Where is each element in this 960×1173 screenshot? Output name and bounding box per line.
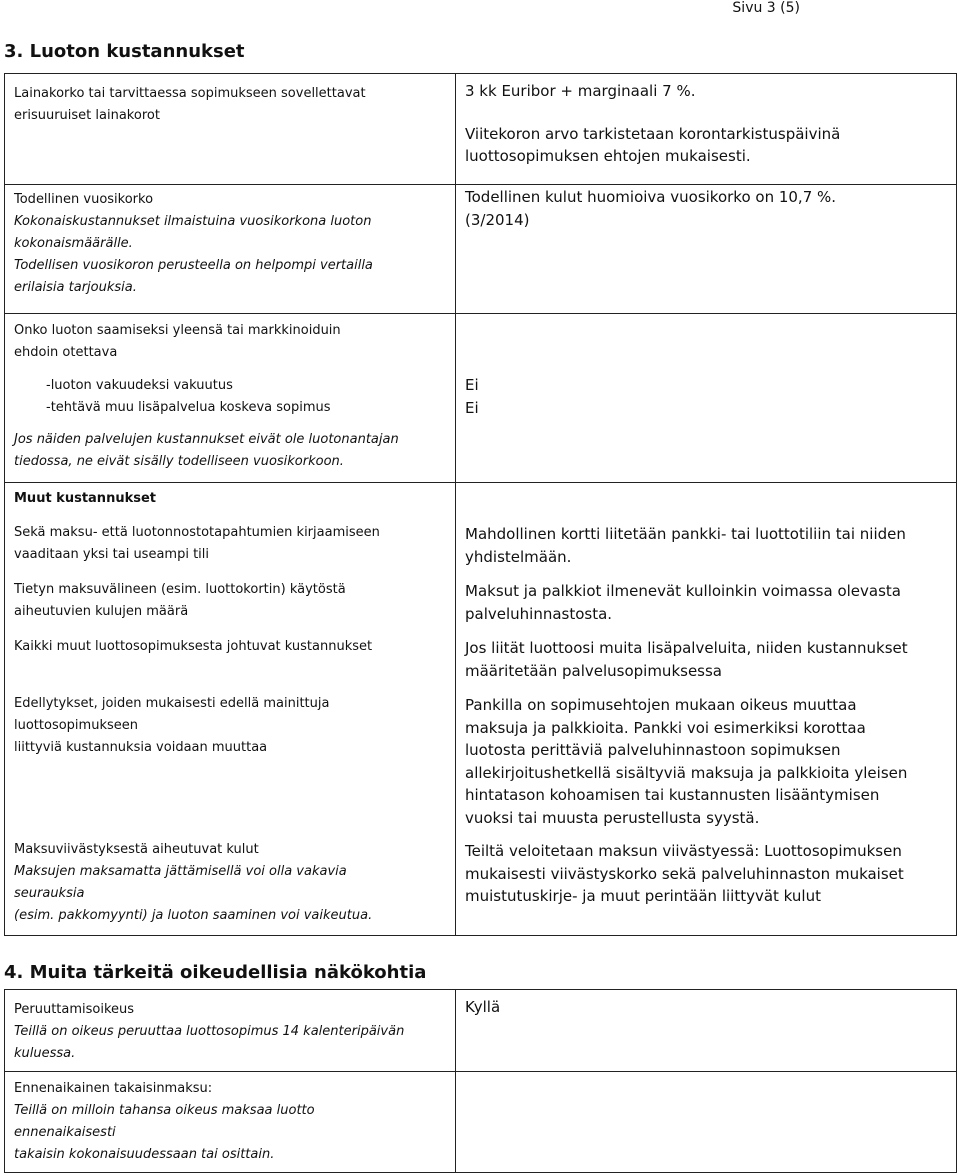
early-repayment-description: takaisin kokonaisuudessaan tai osittain. [14, 1147, 275, 1162]
other-cost-value: määritetään palvelusopimuksessa [465, 661, 722, 680]
early-repayment-description: Teillä on milloin tahansa oikeus maksaa luotto [14, 1103, 315, 1118]
other-costs-cell [5, 483, 456, 936]
other-cost-label: liittyviä kustannuksia voidaan muuttaa [14, 740, 268, 755]
mandatory-services-label: ehdoin otettava [14, 345, 118, 360]
mandatory-services-note: tiedossa, ne eivät sisälly todelliseen vuosikorkoon. [14, 454, 344, 469]
borrowing-rate-label-cell [5, 74, 456, 185]
loan-costs-table [4, 73, 957, 936]
other-cost-label: Tietyn maksuvälineen (esim. luottokortin) käytöstä [14, 582, 346, 597]
other-cost-value: allekirjoitushetkellä sisältyviä maksuja ja palkkioita yleisen [465, 763, 908, 782]
borrowing-rate-note: Viitekoron arvo tarkistetaan korontarkistuspäivinä [465, 124, 841, 143]
insurance-item: -luoton vakuudeksi vakuutus [46, 378, 233, 393]
page-number: Sivu 3 (5) [732, 0, 800, 16]
late-payment-description: Maksujen maksamatta jättämisellä voi olla vakavia [14, 864, 347, 879]
apr-value-date: (3/2014) [465, 210, 530, 229]
withdrawal-right-description: Teillä on oikeus peruuttaa luottosopimus 14 kalenteripäivän [14, 1024, 405, 1039]
withdrawal-right-value-cell [456, 990, 957, 1072]
borrowing-rate-note: luottosopimuksen ehtojen mukaisesti. [465, 147, 751, 165]
withdrawal-right-cell [5, 990, 456, 1072]
section-3-heading: 3. Luoton kustannukset [4, 41, 245, 62]
other-cost-label: luottosopimukseen [14, 718, 138, 733]
table-row [5, 1072, 957, 1173]
other-cost-value: Pankilla on sopimusehtojen mukaan oikeus muuttaa [465, 696, 857, 714]
other-cost-value: luotosta perittäviä palveluhinnastoon sopimuksen [465, 741, 841, 759]
other-cost-value: maksuja ja palkkioita. Pankki voi esimerkiksi korottaa [465, 718, 866, 737]
other-cost-value: Mahdollinen kortti liitetään pankki- tai luottotiliin tai niiden [465, 525, 906, 543]
other-costs-title: Muut kustannukset [14, 491, 156, 506]
late-payment-description: (esim. pakkomyynti) ja luoton saaminen voi vaikeutua. [14, 908, 373, 923]
apr-description: Todellisen vuosikoron perusteella on helpompi vertailla [14, 258, 373, 273]
apr-label-cell [5, 185, 456, 314]
late-payment-label: Maksuviivästyksestä aiheutuvat kulut [14, 842, 259, 857]
withdrawal-right-description: kuluessa. [14, 1046, 76, 1061]
other-cost-label: Sekä maksu- että luotonnostotapahtumien kirjaamiseen [14, 525, 380, 540]
borrowing-rate-label: Lainakorko tai tarvittaessa sopimukseen sovellettavat [14, 86, 366, 101]
apr-label: Todellinen vuosikorko [14, 192, 154, 207]
table-row [5, 74, 957, 185]
other-cost-value: vuoksi tai muusta perustellusta syystä. [465, 808, 760, 827]
apr-description: kokonaismäärälle. [14, 236, 133, 251]
borrowing-rate-value: 3 kk Euribor + marginaali 7 %. [465, 82, 696, 100]
table-row [5, 990, 957, 1072]
apr-value: Todellinen kulut huomioiva vuosikorko on 10,7 %. [465, 188, 837, 206]
withdrawal-right-value: Kyllä [465, 998, 501, 1016]
other-cost-value: Jos liität luottoosi muita lisäpalveluita, niiden kustannukset [465, 639, 908, 657]
borrowing-rate-label: erisuuruiset lainakorot [14, 108, 160, 123]
other-cost-label: aiheutuvien kulujen määrä [14, 604, 189, 619]
early-repayment-description: ennenaikaisesti [14, 1125, 116, 1140]
section-4-heading: 4. Muita tärkeitä oikeudellisia näkökohtia [4, 962, 427, 983]
other-costs-value-cell [456, 483, 957, 936]
other-cost-label: Kaikki muut luottosopimuksesta johtuvat kustannukset [14, 639, 373, 654]
late-payment-description: seurauksia [14, 886, 85, 901]
other-cost-value: palveluhinnastosta. [465, 604, 613, 623]
other-cost-value: Maksut ja palkkiot ilmenevät kulloinkin voimassa olevasta [465, 582, 901, 600]
legal-aspects-table [4, 989, 957, 1173]
other-cost-value: hintatason kohoamisen tai kustannusten lisääntymisen [465, 786, 880, 804]
other-cost-label: vaaditaan yksi tai useampi tili [14, 547, 210, 562]
table-row [5, 314, 957, 483]
apr-description: erilaisia tarjouksia. [14, 280, 137, 295]
borrowing-rate-value-cell [456, 74, 957, 185]
mandatory-services-label: Onko luoton saamiseksi yleensä tai markkinoiduin [14, 323, 341, 338]
early-repayment-label: Ennenaikainen takaisinmaksu: [14, 1081, 213, 1096]
table-row [5, 483, 957, 936]
insurance-value: Ei [465, 376, 479, 394]
other-service-value: Ei [465, 398, 479, 417]
withdrawal-right-label: Peruuttamisoikeus [14, 1002, 135, 1017]
late-payment-value: Teiltä veloitetaan maksun viivästyessä: Luottosopimuksen [465, 842, 902, 860]
mandatory-services-note: Jos näiden palvelujen kustannukset eivät ole luotonantajan [14, 432, 399, 447]
other-cost-value: yhdistelmään. [465, 547, 572, 566]
apr-description: Kokonaiskustannukset ilmaistuina vuosikorkona luoton [14, 214, 372, 229]
late-payment-value: mukaisesti viivästyskorko sekä palveluhinnaston mukaiset [465, 864, 904, 883]
mandatory-services-cell [5, 314, 456, 483]
apr-value-cell [456, 185, 957, 314]
early-repayment-value-cell [456, 1072, 957, 1173]
early-repayment-cell [5, 1072, 456, 1173]
table-row [5, 185, 957, 314]
late-payment-value: muistutuskirje- ja muut perintään liittyvät kulut [465, 887, 821, 905]
other-cost-label: Edellytykset, joiden mukaisesti edellä mainittuja [14, 696, 330, 711]
mandatory-services-value-cell [456, 314, 957, 483]
other-service-item: -tehtävä muu lisäpalvelua koskeva sopimus [46, 400, 331, 415]
